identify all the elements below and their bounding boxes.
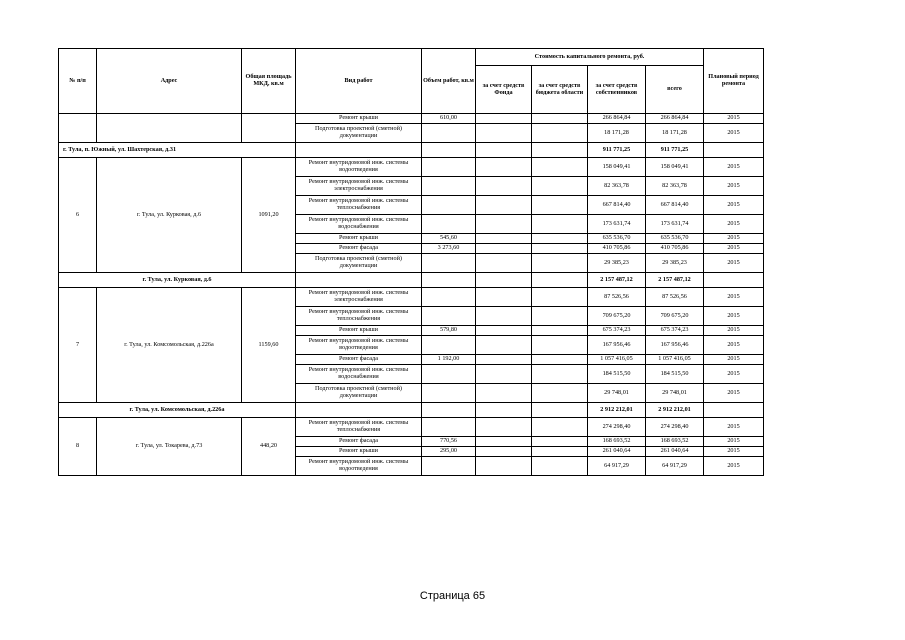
cell-total: 64 917,29 [646,457,704,476]
cell-owners: 158 049,41 [588,158,646,177]
cell-period: 2015 [704,336,764,355]
cell-period: 2015 [704,234,764,244]
cell-owners: 635 536,70 [588,234,646,244]
cell-period: 2015 [704,177,764,196]
cell-total: 675 374,23 [646,326,704,336]
cell-total: 635 536,70 [646,234,704,244]
cell-volume: 3 273,60 [422,244,476,254]
cell-period: 2015 [704,355,764,365]
summary-total: 2 157 487,12 [646,273,704,288]
cell-volume: 1 192,00 [422,355,476,365]
cell-total: 167 956,46 [646,336,704,355]
cell-budget [532,336,588,355]
cell-owners: 168 693,52 [588,437,646,447]
repair-table [58,48,764,476]
cell-owners: 18 171,28 [588,124,646,143]
cell-total: 274 298,40 [646,418,704,437]
summary-row [59,273,764,288]
cell-fund [476,384,532,403]
cell-owners: 667 814,40 [588,196,646,215]
cell-work: Ремонт внутридомовой инж. системы водоснабжения [296,215,422,234]
cell-owners: 410 705,86 [588,244,646,254]
cell-fund [476,124,532,143]
cell-work: Ремонт крыши [296,114,422,124]
cell-fund [476,177,532,196]
header-budget: за счет средств бюджета области [532,66,588,114]
cell-budget [532,254,588,273]
summary-row [59,403,764,418]
table-row [59,158,764,177]
cell-address: г. Тула, ул. Курковая, д.6 [97,158,242,273]
cell-work: Ремонт внутридомовой инж. системы теплоснабжения [296,418,422,437]
cell-total: 184 515,50 [646,365,704,384]
cell-owners: 167 956,46 [588,336,646,355]
cell-fund [476,158,532,177]
cell-volume [422,365,476,384]
header-volume: Объем работ, кв.м [422,49,476,114]
cell-fund [476,114,532,124]
cell-area: 1159,60 [242,288,296,403]
cell-total: 709 675,20 [646,307,704,326]
cell-budget [532,326,588,336]
cell-owners: 173 631,74 [588,215,646,234]
cell-work: Ремонт фасада [296,244,422,254]
cell-address [97,114,242,143]
cell-area: 1091,20 [242,158,296,273]
summary-total: 911 771,25 [646,143,704,158]
cell-work: Ремонт крыши [296,326,422,336]
cell-work: Ремонт внутридомовой инж. системы теплоснабжения [296,196,422,215]
cell-owners: 709 675,20 [588,307,646,326]
cell-period: 2015 [704,158,764,177]
header-area: Общая площадь МКД, кв.м [242,49,296,114]
cell-budget [532,114,588,124]
cell-budget [532,447,588,457]
cell-work: Подготовка проектной (сметной) документации [296,254,422,273]
cell-total: 261 040,64 [646,447,704,457]
cell-budget [532,234,588,244]
cell-period: 2015 [704,457,764,476]
cell-period: 2015 [704,326,764,336]
cell-period: 2015 [704,215,764,234]
cell-period: 2015 [704,447,764,457]
cell-work: Ремонт внутридомовой инж. системы электроснабжения [296,288,422,307]
cell-volume [422,196,476,215]
header-num: № п/п [59,49,97,114]
cell-total: 18 171,28 [646,124,704,143]
cell-period: 2015 [704,244,764,254]
cell-volume [422,307,476,326]
cell-period: 2015 [704,384,764,403]
cell-total: 667 814,40 [646,196,704,215]
cell-work: Ремонт внутридомовой инж. системы водоотведения [296,457,422,476]
cell-volume [422,457,476,476]
cell-total: 87 526,56 [646,288,704,307]
cell-fund [476,336,532,355]
cell-area [242,114,296,143]
cell-volume: 610,00 [422,114,476,124]
cell-volume [422,336,476,355]
cell-total: 158 049,41 [646,158,704,177]
cell-budget [532,177,588,196]
cell-volume [422,288,476,307]
cell-total: 82 363,78 [646,177,704,196]
cell-work: Ремонт внутридомовой инж. системы электроснабжения [296,177,422,196]
cell-work: Ремонт внутридомовой инж. системы водоснабжения [296,365,422,384]
cell-work: Ремонт фасада [296,437,422,447]
cell-total: 410 705,86 [646,244,704,254]
cell-total: 266 864,84 [646,114,704,124]
summary-address: г. Тула, ул. Курковая, д.6 [59,273,296,288]
cell-budget [532,307,588,326]
cell-period: 2015 [704,288,764,307]
cell-budget [532,418,588,437]
cell-work: Подготовка проектной (сметной) документации [296,124,422,143]
cell-budget [532,124,588,143]
summary-row [59,143,764,158]
cell-budget [532,457,588,476]
cell-owners: 675 374,23 [588,326,646,336]
cell-period: 2015 [704,307,764,326]
page-number: Страница 65 [419,590,486,602]
cell-work: Ремонт внутридомовой инж. системы водоотведения [296,336,422,355]
summary-total: 2 912 212,01 [646,403,704,418]
cell-fund [476,307,532,326]
cell-fund [476,326,532,336]
cell-address: г. Тула, ул. Токарева, д.73 [97,418,242,476]
header-owners: за счет средств собственников [588,66,646,114]
cell-volume [422,177,476,196]
cell-fund [476,437,532,447]
cell-work: Подготовка проектной (сметной) документации [296,384,422,403]
cell-fund [476,418,532,437]
cell-budget [532,355,588,365]
cell-owners: 87 526,56 [588,288,646,307]
cell-fund [476,254,532,273]
summary-owners: 2 912 212,01 [588,403,646,418]
summary-address: г. Тула, ул. Комсомольская, д.226а [59,403,296,418]
cell-volume [422,254,476,273]
cell-owners: 1 057 416,05 [588,355,646,365]
cell-budget [532,384,588,403]
cell-volume: 545,60 [422,234,476,244]
cell-budget [532,215,588,234]
header-cost: Стоимость капитального ремонта, руб. [476,49,704,66]
summary-owners: 911 771,25 [588,143,646,158]
cell-work: Ремонт внутридомовой инж. системы теплоснабжения [296,307,422,326]
cell-volume [422,158,476,177]
cell-owners: 266 864,84 [588,114,646,124]
header-period: Плановый период ремонта [704,49,764,114]
summary-address: г. Тула, п. Южный, ул. Шахтерская, д.31 [59,143,296,158]
cell-num: 8 [59,418,97,476]
cell-budget [532,158,588,177]
cell-volume: 579,80 [422,326,476,336]
cell-period: 2015 [704,196,764,215]
cell-volume [422,124,476,143]
cell-fund [476,457,532,476]
table-row [59,114,764,124]
cell-num: 6 [59,158,97,273]
cell-owners: 82 363,78 [588,177,646,196]
cell-fund [476,244,532,254]
cell-work: Ремонт внутридомовой инж. системы водоотведения [296,158,422,177]
cell-owners: 29 748,01 [588,384,646,403]
cell-total: 1 057 416,05 [646,355,704,365]
cell-period: 2015 [704,418,764,437]
cell-volume [422,215,476,234]
cell-volume: 295,00 [422,447,476,457]
header-work: Вид работ [296,49,422,114]
cell-total: 29 385,23 [646,254,704,273]
cell-num: 7 [59,288,97,403]
cell-fund [476,447,532,457]
cell-owners: 64 917,29 [588,457,646,476]
cell-owners: 274 298,40 [588,418,646,437]
cell-fund [476,215,532,234]
cell-period: 2015 [704,114,764,124]
cell-volume: 770,56 [422,437,476,447]
cell-budget [532,437,588,447]
cell-work: Ремонт фасада [296,355,422,365]
cell-owners: 184 515,50 [588,365,646,384]
cell-address: г. Тула, ул. Комсомольская, д.226а [97,288,242,403]
cell-budget [532,196,588,215]
cell-owners: 29 385,23 [588,254,646,273]
cell-fund [476,365,532,384]
header-address: Адрес [97,49,242,114]
cell-num [59,114,97,143]
cell-total: 29 748,01 [646,384,704,403]
cell-work: Ремонт крыши [296,234,422,244]
cell-fund [476,355,532,365]
cell-volume [422,418,476,437]
summary-owners: 2 157 487,12 [588,273,646,288]
cell-volume [422,384,476,403]
header-total: всего [646,66,704,114]
table-row [59,288,764,307]
cell-budget [532,244,588,254]
cell-owners: 261 040,64 [588,447,646,457]
cell-total: 168 693,52 [646,437,704,447]
cell-period: 2015 [704,365,764,384]
table-row [59,418,764,437]
cell-area: 448,20 [242,418,296,476]
cell-fund [476,234,532,244]
header-fund: за счет средств Фонда [476,66,532,114]
cell-period: 2015 [704,124,764,143]
cell-period: 2015 [704,437,764,447]
cell-fund [476,196,532,215]
cell-budget [532,288,588,307]
cell-fund [476,288,532,307]
cell-work: Ремонт крыши [296,447,422,457]
cell-total: 173 631,74 [646,215,704,234]
cell-budget [532,365,588,384]
cell-period: 2015 [704,254,764,273]
